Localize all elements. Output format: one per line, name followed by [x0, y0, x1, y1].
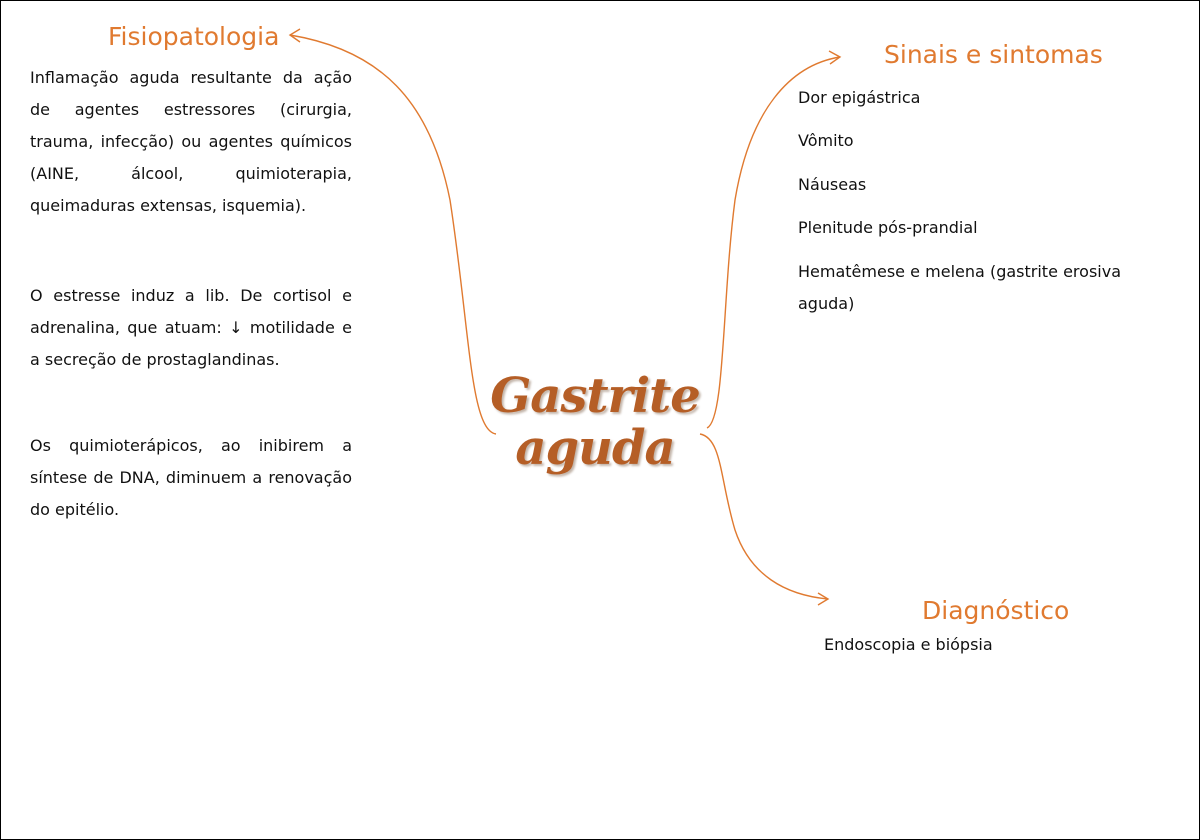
- sinais-item-1: Dor epigástrica: [798, 88, 921, 107]
- fisiopatologia-paragraph-3: Os quimioterápicos, ao inibirem a síntese de DNA, diminuem a renovação do epitélio.: [30, 436, 352, 519]
- central-topic-line1: Gastrite: [490, 368, 700, 424]
- central-topic: [480, 370, 710, 474]
- sinais-item-3: Náuseas: [798, 175, 867, 194]
- sinais-item-5: Hematêmese e melena (gastrite erosiva aguda): [798, 262, 1121, 313]
- fisiopatologia-paragraph-2: O estresse induz a lib. De cortisol e adrenalina, que atuam: ↓ motilidade e a secreção de prostaglandinas.: [30, 286, 352, 369]
- central-topic-line2: aguda: [515, 420, 675, 476]
- sinais-item-4: Plenitude pós-prandial: [798, 218, 978, 237]
- heading-fisiopatologia: Fisiopatologia: [108, 22, 280, 51]
- diagnostico-item-1: Endoscopia e biópsia: [824, 635, 993, 654]
- sinais-item-2: Vômito: [798, 131, 854, 150]
- heading-sinais-e-sintomas: Sinais e sintomas: [884, 40, 1103, 69]
- fisiopatologia-paragraph-1: Inflamação aguda resultante da ação de agentes estressores (cirurgia, trauma, infecção) ou agentes químicos (AINE, álcool, quimioterapia, queimaduras extensas, isquemia).: [30, 68, 352, 215]
- heading-diagnostico: Diagnóstico: [922, 596, 1070, 625]
- connector-diagnostico: [700, 434, 828, 599]
